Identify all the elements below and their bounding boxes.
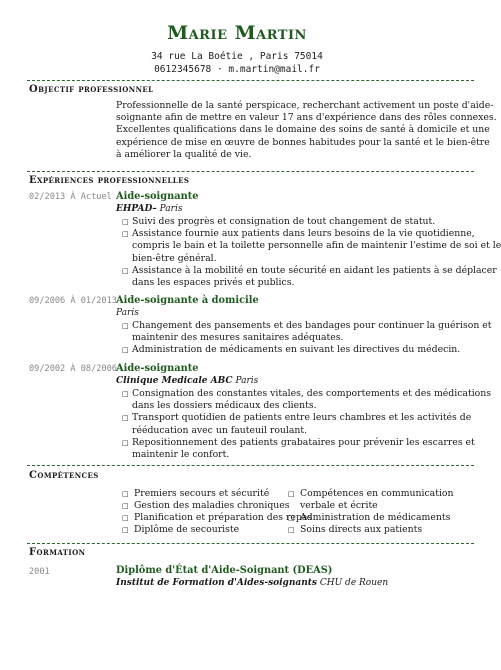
list-item: □ Repositionnement des patients grabataires pour prévenir les escarres et maintenir le confort.: [122, 437, 474, 461]
experience-date: 02/2013 À Actuel: [29, 192, 112, 202]
employer-name: Clinique Medicale ABC: [116, 376, 233, 386]
experience-date: 09/2006 À 01/2013: [29, 296, 117, 306]
skills-list-right: [288, 488, 474, 536]
job-title: Aide-soignante à domicile: [116, 295, 259, 306]
list-item: □ Administration de médicaments: [288, 512, 474, 524]
objective-line: soignante afin de mettre en valeur 17 ans d'expérience dans des rôles connexes.: [116, 112, 497, 124]
experience-date: 09/2002 À 08/2006: [29, 364, 117, 374]
phone-email: 0612345678 · m.martin@mail.fr: [154, 64, 320, 75]
institute: [116, 578, 388, 588]
objective-line: Professionnelle de la santé perspicace, recherchant activement un poste d'aide-: [116, 100, 494, 111]
divider: [27, 80, 474, 81]
institute-name: Institut de Formation d'Aides-soignants: [116, 578, 317, 588]
employer-city: Paris: [235, 376, 259, 386]
candidate-name: Marie Martin: [167, 22, 307, 44]
list-item: □ Administration de médicaments en suivant les directives du médecin.: [122, 344, 474, 356]
employer-city: Paris: [159, 204, 183, 214]
objective-line: Excellentes qualifications dans le domaine des soins de santé à domicile et une: [116, 124, 490, 136]
list-item: □ Premiers secours et sécurité: [122, 488, 292, 500]
list-item: □ Gestion des maladies chroniques: [122, 500, 292, 512]
divider: [27, 465, 474, 466]
list-item: □ Soins directs aux patients: [288, 524, 474, 536]
list-item: verbale et écrite: [300, 500, 378, 511]
list-item: □ Transport quotidien de patients entre leurs chambres et les activités de rééducation avec un fauteuil roulant.: [122, 412, 474, 436]
job-title: Aide-soignante: [116, 363, 199, 374]
list-item: □ Assistance fournie aux patients dans leurs besoins de la vie quotidienne, compris le bain et la toilette personnelle afin de maintenir l'estime de soi et le bien-être général.: [122, 228, 474, 265]
employer-name: EHPAD–: [116, 204, 157, 214]
job-title: Aide-soignante: [116, 191, 199, 202]
objective-line: à améliorer la qualité de vie.: [116, 148, 252, 160]
list-item: □ Diplôme de secouriste: [122, 524, 292, 536]
duties-list: [122, 216, 501, 289]
list-item: □ Planification et préparation des repas: [122, 512, 292, 524]
employer: [116, 308, 139, 318]
list-item: □ Suivi des progrès et consignation de tout changement de statut.: [122, 216, 474, 228]
section-title-experience: Expériences professionnelles: [29, 175, 190, 186]
degree: Diplôme d'État d'Aide-Soignant (DEAS): [116, 565, 333, 576]
section-title-skills: Compétences: [29, 470, 99, 481]
institute-place: CHU de Rouen: [319, 578, 389, 588]
list-item: □ Changement des pansements et des bandages pour continuer la guérison et maintenir des mesures sanitaires adéquates.: [122, 320, 474, 344]
section-title-objective: Objectif professionnel: [29, 84, 154, 95]
list-item: □ Consignation des constantes vitales, des comportements et des médications dans les dossiers médicaux des clients.: [122, 388, 474, 412]
employer-city: Paris: [116, 308, 139, 318]
divider: [27, 171, 474, 172]
objective-line: expérience de mise en œuvre de bonnes habitudes pour la santé et le bien-être: [116, 136, 490, 148]
list-item: □ Assistance à la mobilité en toute sécurité en aidant les patients à se déplacer dans les espaces privés et publics.: [122, 265, 474, 289]
objective-text: [116, 100, 497, 161]
duties-list: [122, 388, 492, 461]
skills-list-left: [122, 488, 313, 536]
employer: [116, 376, 258, 386]
employer: [116, 204, 182, 214]
list-item: □ Compétences en communication: [288, 488, 474, 500]
education-year: 2001: [29, 567, 50, 577]
divider: [27, 543, 474, 544]
section-title-education: Formation: [29, 547, 86, 558]
duties-list: [122, 320, 492, 357]
address: 34 rue La Boétie , Paris 75014: [151, 51, 323, 62]
